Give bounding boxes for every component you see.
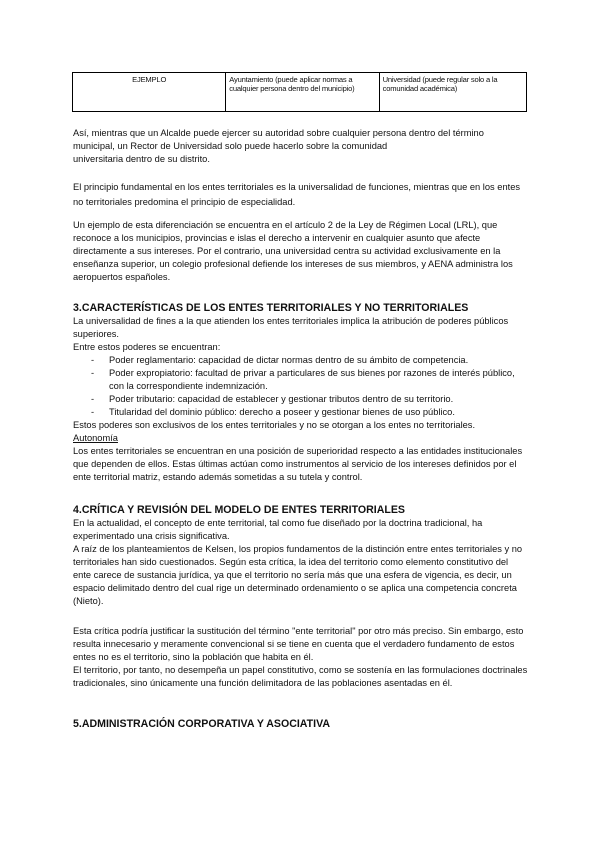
paragraph-universalidad: El principio fundamental en los entes territoriales es la universalidad de funciones, mientras que en los entes no territoriales predomina el principio de especialidad. <box>73 182 521 207</box>
autonomia-paragraph: Los entes territoriales se encuentran en una posición de superioridad respecto a las entidades institucionales que dependen de ellos. Estas últimas actúan como instrumentos al servicio de los intereses definidos por el ente territorial matriz, estando además sometidas a su tutela y control. <box>73 446 523 482</box>
section-3-closing: Estos poderes son exclusivos de los entes territoriales y no se otorgan a los entes no territoriales. <box>73 420 476 430</box>
section-3-body <box>73 315 528 484</box>
paragraph-lrl: Un ejemplo de esta diferenciación se encuentra en el artículo 2 de la Ley de Régimen Local (LRL), que reconoce a los municipios, provincias e islas el derecho a intervenir en cualquier asunto que afecte directamente a sus intereses. Por el contrario, una universidad centra su actividad exclusivamente en la enseñanza superior, un colegio profesional defiende los intereses de sus miembros, y AENA administra los aeropuertos españoles. <box>73 220 513 282</box>
section-3-heading: 3.CARACTERÍSTICAS DE LOS ENTES TERRITORIALES Y NO TERRITORIALES <box>73 302 469 314</box>
paragraph-line: universitaria dentro de su distrito. <box>73 154 210 164</box>
powers-list <box>73 354 528 419</box>
section-4-p1: En la actualidad, el concepto de ente territorial, tal como fue diseñado por la doctrina tradicional, ha experimentado una crisis significativa. <box>73 518 483 541</box>
section-3-intro2: Entre estos poderes se encuentran: <box>73 342 221 352</box>
list-item: - Poder tributario: capacidad de establecer y gestionar tributos dentro de su territorio. <box>91 394 454 404</box>
section-3-intro: La universalidad de fines a la que atienden los entes territoriales implica la atribución de poderes públicos superiores. <box>73 316 509 339</box>
paragraph-line: municipal, un Rector de Universidad solo puede hacerlo sobre la comunidad <box>73 141 388 151</box>
dash-bullet: - <box>91 355 95 365</box>
section-4-p4: El territorio, por tanto, no desempeña un papel constitutivo, como se sostenía en las formulaciones doctrinales tradicionales, sino únicamente una función delimitadora de las poblaciones asentadas en él. <box>73 665 528 688</box>
section-4-p3: Esta crítica podría justificar la sustitución del término "ente territorial" por otro más preciso. Sin embargo, esto resulta innecesario y meramente convencional si se tiene en cuenta que el verdadero fundamento de estos entes no es el territorio, sino la población que habita en él. <box>73 626 524 662</box>
dash-bullet: - <box>91 407 95 417</box>
section-4-body <box>73 517 528 608</box>
dash-bullet: - <box>91 394 95 404</box>
paragraph-alcalde <box>73 127 528 166</box>
list-item: - Poder reglamentario: capacidad de dictar normas dentro de su ámbito de competencia. <box>91 355 469 365</box>
section-5-heading: 5.ADMINISTRACIÓN CORPORATIVA Y ASOCIATIVA <box>73 718 331 730</box>
paragraph-line: Así, mientras que un Alcalde puede ejercer su autoridad sobre cualquier persona dentro del término <box>73 128 484 138</box>
table-cell-ayuntamiento: Ayuntamiento (puede aplicar normas a cualquier persona dentro del municipio) <box>226 73 379 112</box>
dash-bullet: - <box>91 368 95 378</box>
table-row <box>73 73 527 112</box>
autonomia-subheading: Autonomía <box>73 433 118 443</box>
section-4-heading: 4.CRÍTICA Y REVISIÓN DEL MODELO DE ENTES TERRITORIALES <box>73 504 405 516</box>
example-table <box>72 72 527 112</box>
list-item: - Titularidad del dominio público: derecho a poseer y gestionar bienes de uso público. <box>91 407 455 417</box>
table-cell-universidad: Universidad (puede regular solo a la comunidad académica) <box>379 73 526 112</box>
list-item: - Poder expropiatorio: facultad de privar a particulares de sus bienes por razones de interés público, con la correspondiente indemnización. <box>91 368 515 391</box>
section-4-body-2 <box>73 625 528 690</box>
section-4-p2: A raíz de los planteamientos de Kelsen, los propios fundamentos de la distinción entre entes territoriales y no territoriales han sido cuestionados. Según esta crítica, la idea del territorio como elemento constitutivo del ente carece de sustancia jurídica, ya que el territorio no sería más que una esfera de vigencia, es decir, un espacio delimitado dentro del cual rige un determinado ordenamiento o se aplica una competencia concreta (Nieto). <box>73 544 523 606</box>
table-cell-example: EJEMPLO <box>73 73 226 112</box>
